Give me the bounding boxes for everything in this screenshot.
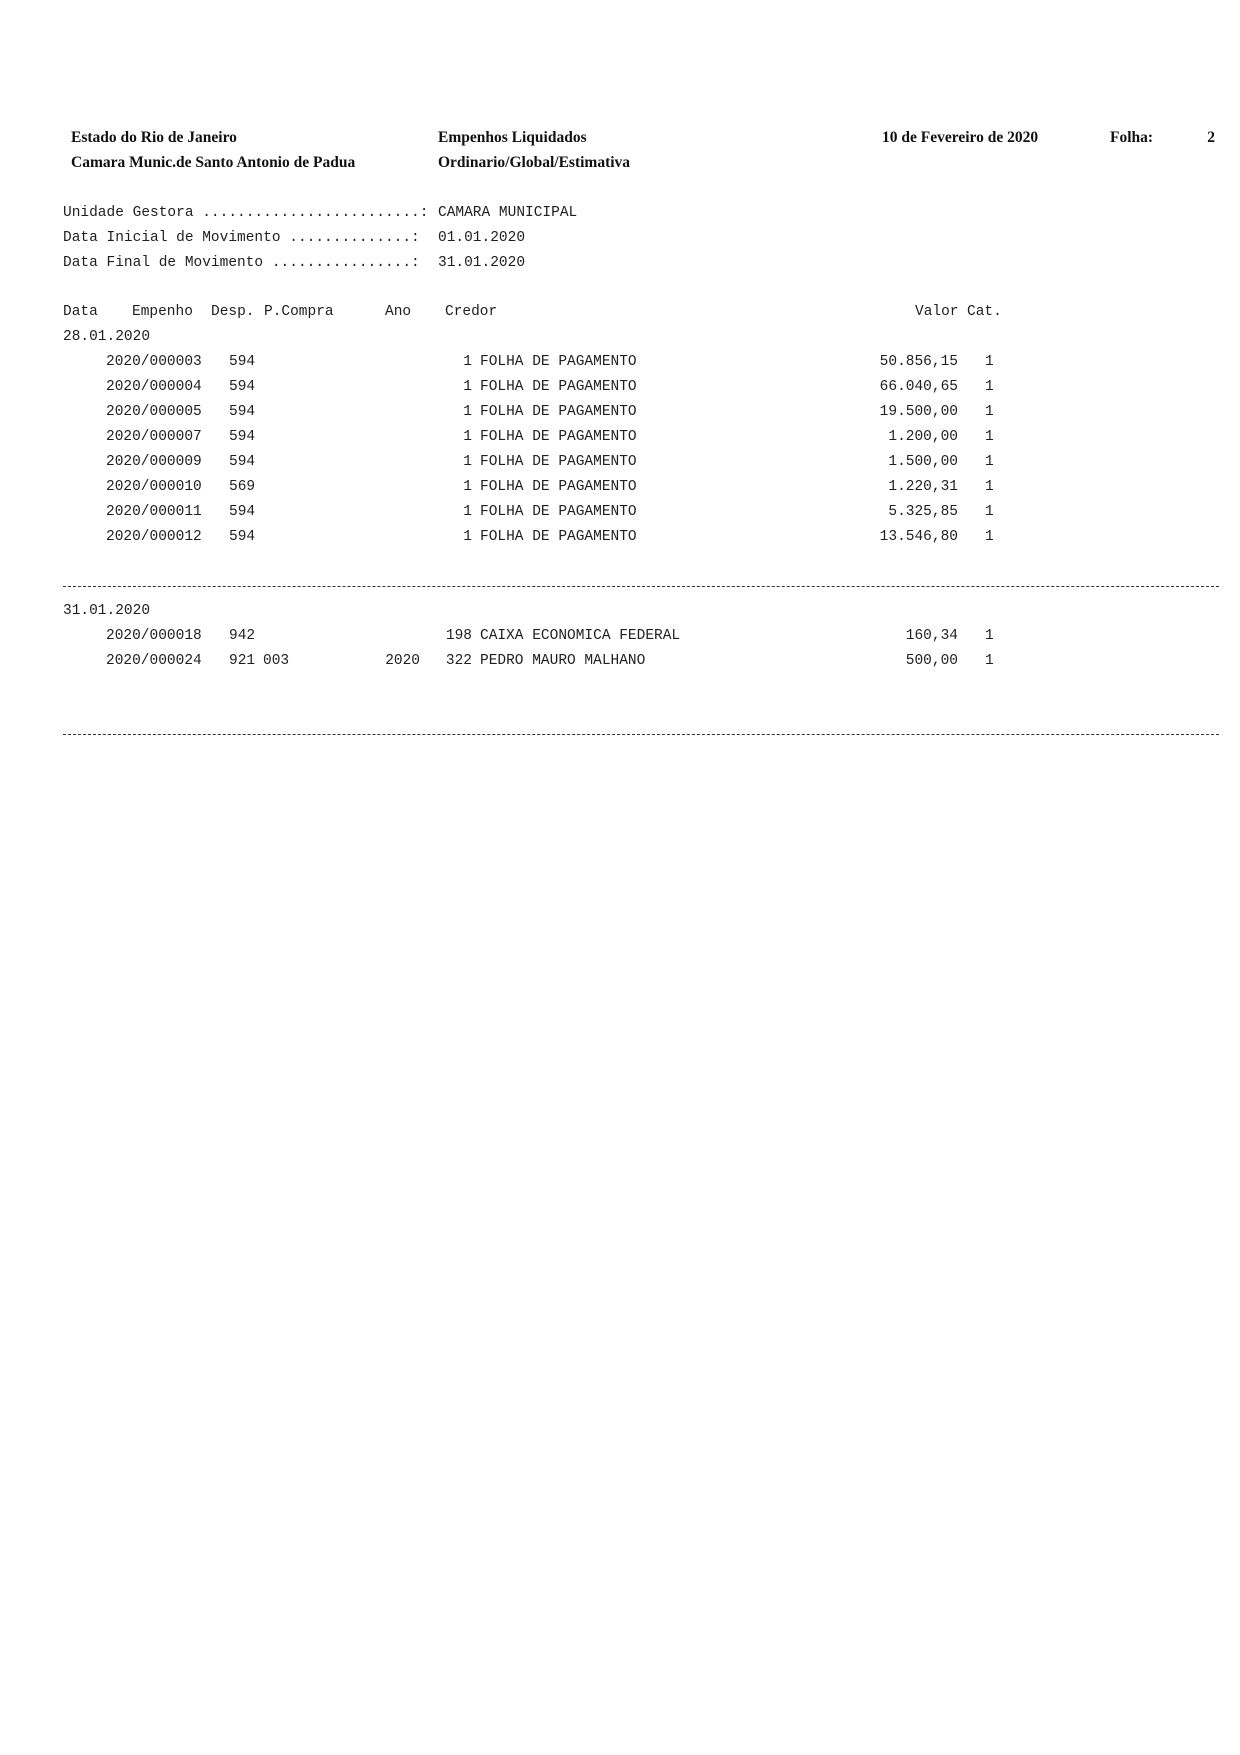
dashed-divider [63,586,1219,587]
cat-cell: 1 [985,529,994,545]
cat-cell: 1 [985,379,994,395]
cat-cell: 1 [985,504,994,520]
desp-cell: 594 [229,429,256,445]
cat-cell: 1 [985,653,994,669]
empenho-cell: 2020/000010 [106,479,202,495]
unidade-value: CAMARA MUNICIPAL [438,205,578,221]
folha-label: Folha: [1110,129,1154,146]
credor-code-cell: 1 [463,379,472,395]
empenho-cell: 2020/000012 [106,529,202,545]
dashed-divider [63,734,1219,735]
group-date: 28.01.2020 [63,329,151,345]
col-header-pcompra: P.Compra [264,304,334,320]
cat-cell: 1 [985,454,994,470]
valor-cell: 160,34 [905,628,958,644]
col-header-credor: Credor [445,304,498,320]
cat-cell: 1 [985,429,994,445]
credor-code-cell: 1 [463,354,472,370]
empenho-cell: 2020/000018 [106,628,202,644]
credor-code-cell: 1 [463,479,472,495]
report-title: Empenhos Liquidados [438,129,587,146]
empenho-cell: 2020/000005 [106,404,202,420]
credor-name-cell: FOLHA DE PAGAMENTO [480,529,637,545]
col-header-cat: Cat. [967,304,1002,320]
desp-cell: 594 [229,454,256,470]
header-state: Estado do Rio de Janeiro [71,129,237,146]
unidade-label: Unidade Gestora .........................: [63,205,429,221]
valor-cell: 50.856,15 [879,354,958,370]
credor-code-cell: 1 [463,454,472,470]
credor-name-cell: CAIXA ECONOMICA FEDERAL [480,628,681,644]
desp-cell: 594 [229,354,256,370]
credor-code-cell: 1 [463,504,472,520]
credor-name-cell: FOLHA DE PAGAMENTO [480,404,637,420]
cat-cell: 1 [985,628,994,644]
cat-cell: 1 [985,354,994,370]
col-header-empenho: Empenho [132,304,193,320]
col-header-desp: Desp. [211,304,255,320]
credor-name-cell: FOLHA DE PAGAMENTO [480,504,637,520]
col-header-valor: Valor [915,304,959,320]
report-date: 10 de Fevereiro de 2020 [882,129,1039,146]
valor-cell: 19.500,00 [879,404,958,420]
desp-cell: 594 [229,404,256,420]
data-final-label: Data Final de Movimento ................: [63,255,420,271]
data-final-value: 31.01.2020 [438,255,526,271]
data-inicial-value: 01.01.2020 [438,230,526,246]
credor-name-cell: FOLHA DE PAGAMENTO [480,429,637,445]
pcompra-cell: 003 [263,653,290,669]
valor-cell: 500,00 [905,653,958,669]
valor-cell: 1.220,31 [888,479,958,495]
valor-cell: 13.546,80 [879,529,958,545]
ano-cell: 2020 [385,653,420,669]
credor-code-cell: 1 [463,529,472,545]
empenho-cell: 2020/000007 [106,429,202,445]
credor-code-cell: 1 [463,429,472,445]
empenho-cell: 2020/000004 [106,379,202,395]
desp-cell: 921 [229,653,256,669]
empenho-cell: 2020/000024 [106,653,202,669]
group-date: 31.01.2020 [63,603,151,619]
desp-cell: 594 [229,379,256,395]
col-header-data: Data [63,304,98,320]
desp-cell: 594 [229,504,256,520]
valor-cell: 1.500,00 [888,454,958,470]
credor-code-cell: 322 [445,653,472,669]
credor-name-cell: FOLHA DE PAGAMENTO [480,454,637,470]
report-subtitle: Ordinario/Global/Estimativa [438,154,631,171]
empenho-cell: 2020/000003 [106,354,202,370]
credor-name-cell: FOLHA DE PAGAMENTO [480,379,637,395]
valor-cell: 66.040,65 [879,379,958,395]
data-inicial-label: Data Inicial de Movimento ..............: [63,230,420,246]
cat-cell: 1 [985,404,994,420]
folha-number: 2 [1207,129,1215,146]
credor-code-cell: 1 [463,404,472,420]
credor-code-cell: 198 [445,628,472,644]
desp-cell: 569 [229,479,256,495]
valor-cell: 5.325,85 [888,504,958,520]
desp-cell: 942 [229,628,256,644]
credor-name-cell: FOLHA DE PAGAMENTO [480,354,637,370]
credor-name-cell: FOLHA DE PAGAMENTO [480,479,637,495]
empenho-cell: 2020/000009 [106,454,202,470]
empenho-cell: 2020/000011 [106,504,202,520]
header-entity: Camara Munic.de Santo Antonio de Padua [71,154,356,171]
desp-cell: 594 [229,529,256,545]
credor-name-cell: PEDRO MAURO MALHANO [480,653,646,669]
valor-cell: 1.200,00 [888,429,958,445]
cat-cell: 1 [985,479,994,495]
col-header-ano: Ano [385,304,412,320]
